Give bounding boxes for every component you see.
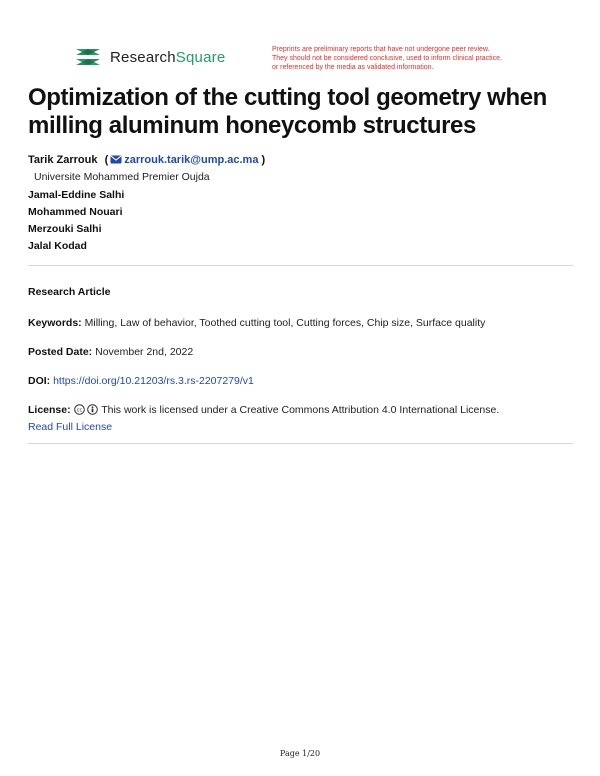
posted-date-label: Posted Date: <box>28 346 93 358</box>
keywords-label: Keywords: <box>28 317 82 329</box>
posted-date-row <box>28 346 193 358</box>
keywords-row <box>28 317 485 329</box>
author-name: Merzouki Salhi <box>28 223 102 235</box>
page-number: Page 1/20 <box>279 749 321 758</box>
svg-text:cc: cc <box>76 407 82 414</box>
license-row <box>28 404 499 416</box>
cc-by-icon <box>87 404 98 415</box>
read-full-license-link[interactable]: Read Full License <box>28 421 113 433</box>
author-name: Jalal Kodad <box>28 240 87 252</box>
disclaimer-line: or referenced by the media as validated information. <box>272 64 434 71</box>
license-text: This work is licensed under a Creative Commons Attribution 4.0 International License. <box>101 404 500 416</box>
license-label: License: <box>28 404 71 416</box>
divider <box>28 265 573 266</box>
preprint-disclaimer <box>272 45 542 72</box>
logo-text: ResearchSquare <box>110 48 226 66</box>
divider <box>28 443 573 444</box>
cc-icon <box>74 404 85 415</box>
author-name: Jamal-Eddine Salhi <box>28 189 125 201</box>
keywords-value: Milling, Law of behavior, Toothed cutting tool, Cutting forces, Chip size, Surface quality <box>84 317 486 329</box>
posted-date-value: November 2nd, 2022 <box>95 346 194 358</box>
article-type: Research Article <box>28 286 111 298</box>
disclaimer-line: They should not be considered conclusive, used to inform clinical practice, <box>272 55 502 62</box>
author-name: Mohammed Nouari <box>28 206 123 218</box>
author-affiliation: Universite Mohammed Premier Oujda <box>34 171 210 183</box>
envelope-icon <box>110 155 122 164</box>
disclaimer-line: Preprints are preliminary reports that have not undergone peer review. <box>272 46 490 53</box>
first-author-name: Tarik Zarrouk <box>28 154 98 166</box>
close-paren: ) <box>261 154 266 166</box>
author-email-link[interactable]: zarrouk.tarik@ump.ac.ma <box>124 154 259 166</box>
open-paren: ( <box>104 154 109 166</box>
doi-row <box>28 375 254 387</box>
paper-title: Optimization of the cutting tool geometry when milling aluminum honeycomb structures <box>28 84 547 139</box>
first-author-line <box>28 154 265 166</box>
research-square-logo <box>74 46 225 68</box>
doi-link[interactable]: https://doi.org/10.21203/rs.3.rs-2207279/v1 <box>53 375 254 387</box>
doi-label: DOI: <box>28 375 51 387</box>
research-square-logo-icon <box>74 46 102 68</box>
